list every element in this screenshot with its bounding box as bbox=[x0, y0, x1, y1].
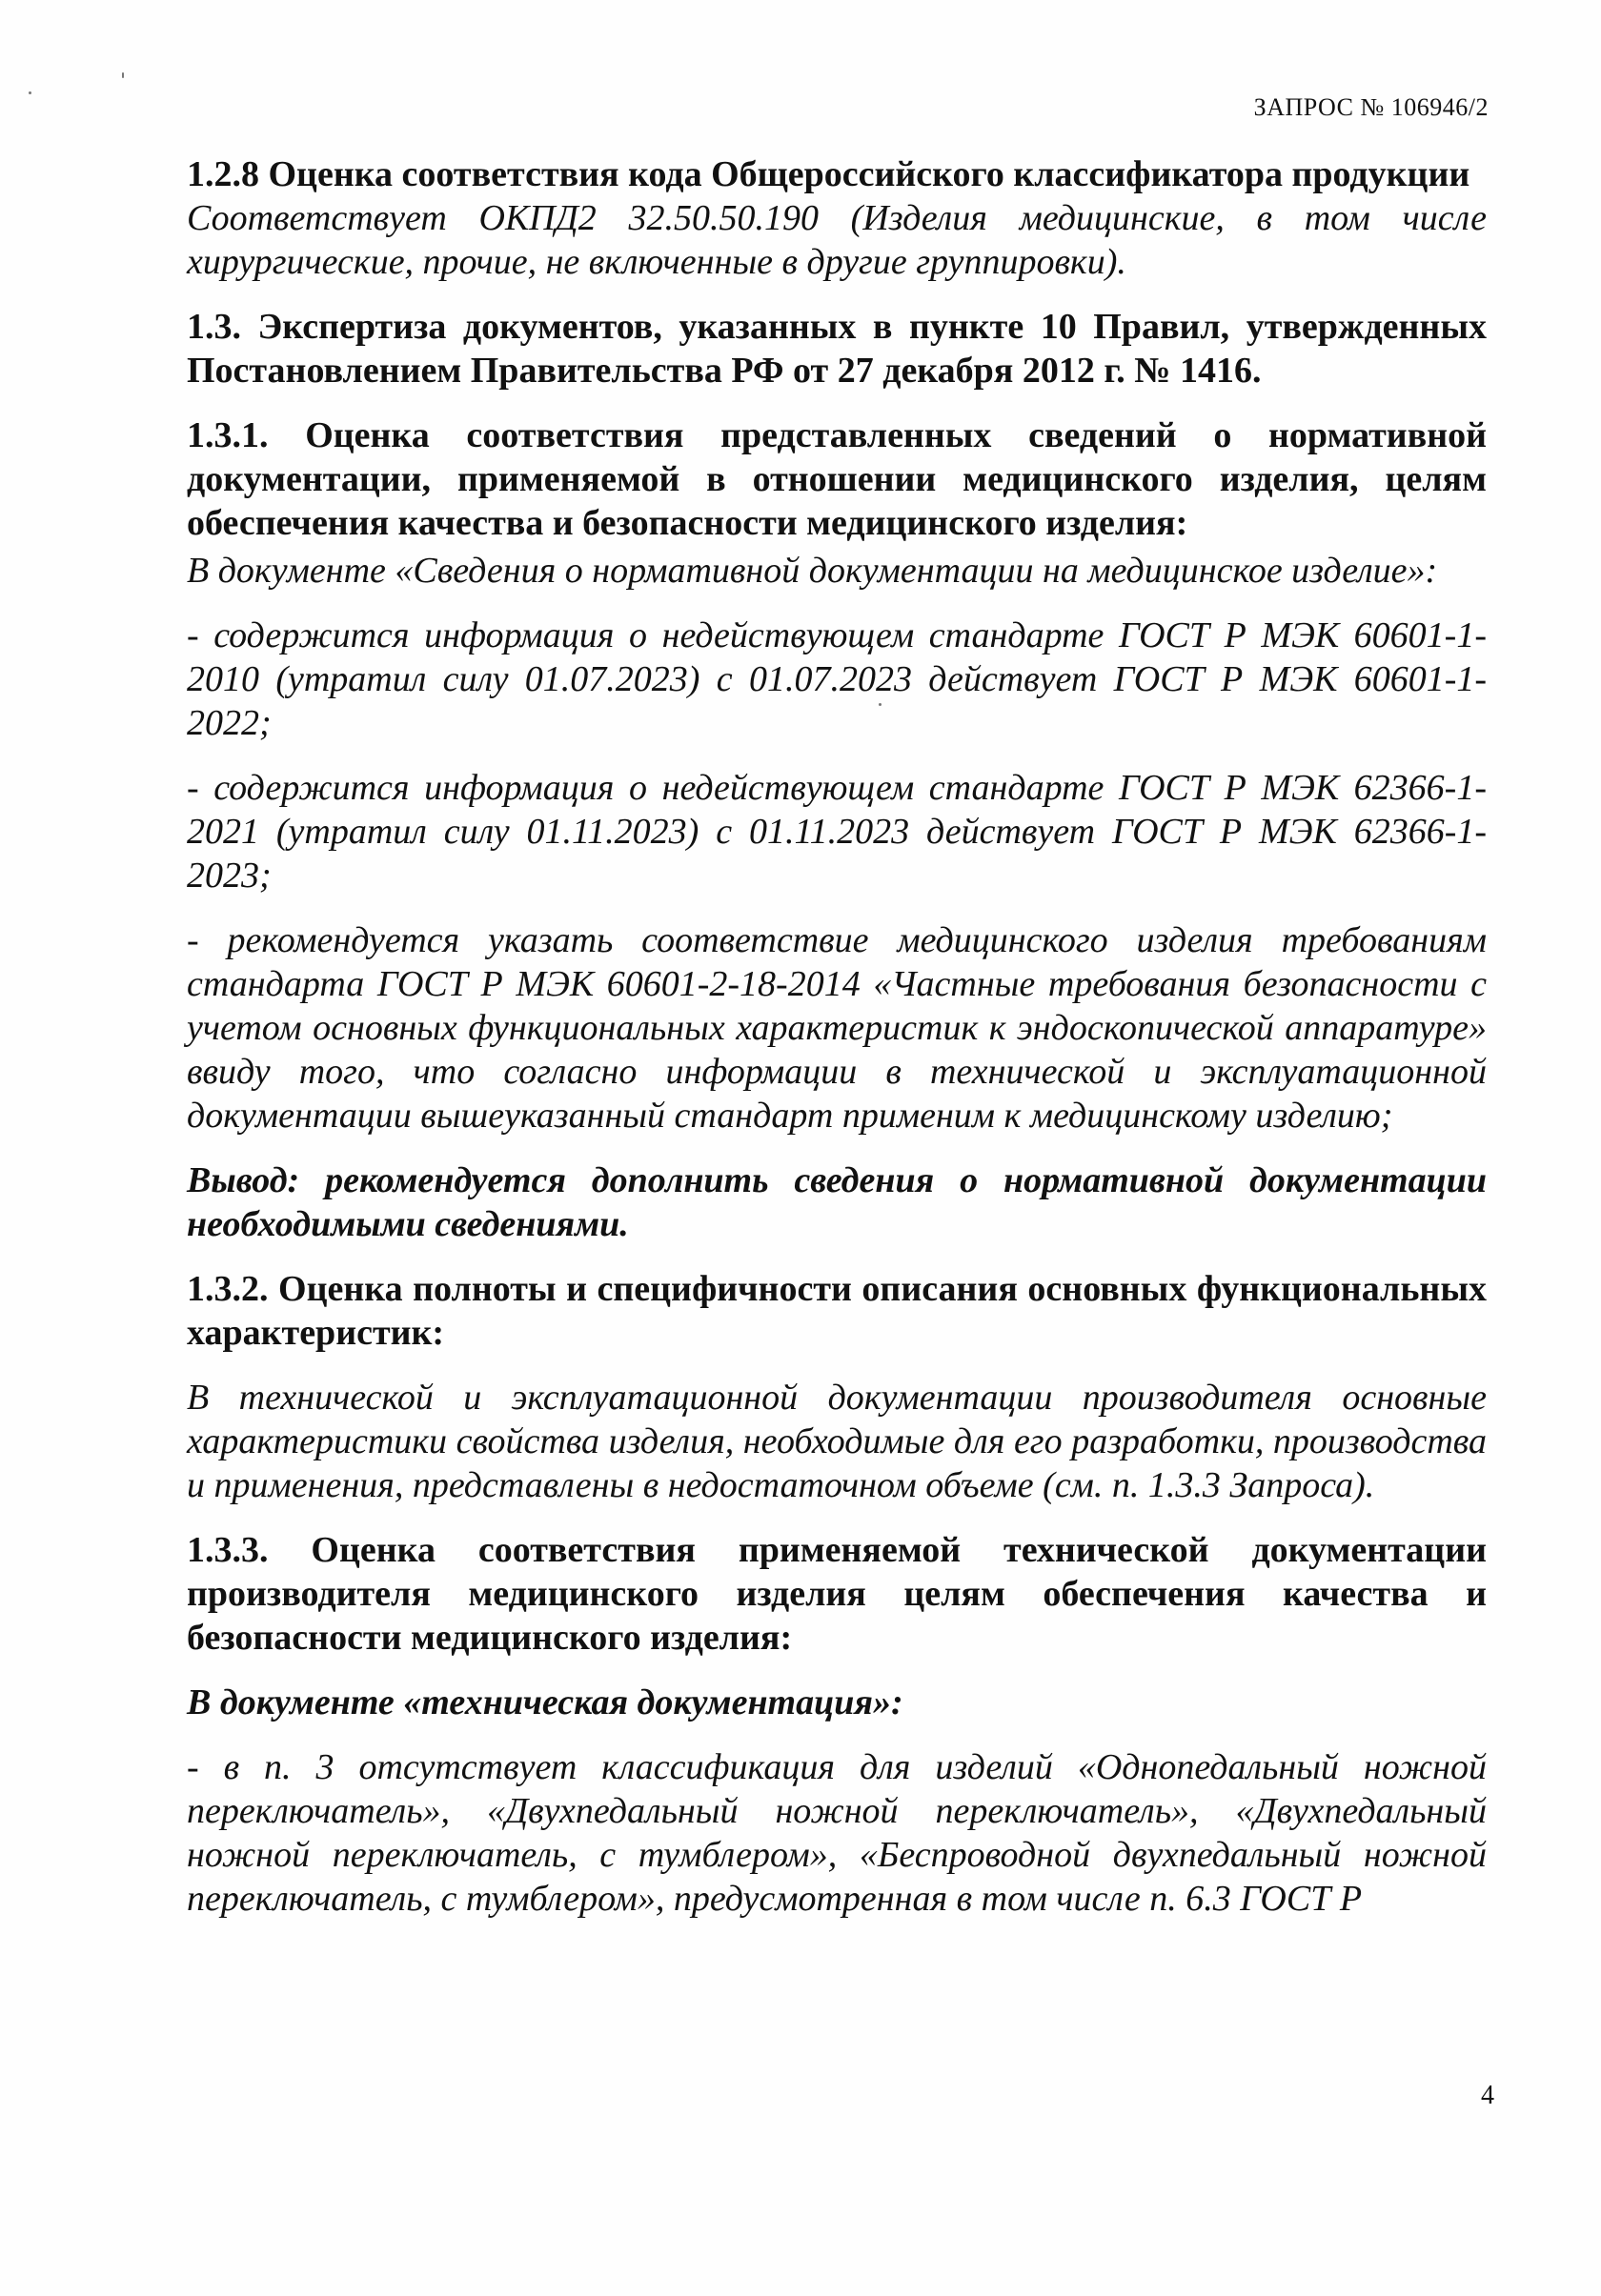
document-body bbox=[187, 152, 1487, 1921]
section-1-2-8-text: Соответствует ОКПД2 32.50.50.190 (Изделия медицинские, в том числе хирургические, прочие, не включенные в другие группировки). bbox=[187, 198, 1487, 282]
scan-speck bbox=[29, 91, 31, 94]
section-1-3-2-text: В технической и эксплуатационной документации производителя основные характеристики свойства изделия, необходимые для его разработки, производства и применения, представлены в недостаточном объеме (см. п. 1.3.3 Запроса). bbox=[187, 1378, 1487, 1505]
section-1-3-1-intro: В документе «Сведения о нормативной документации на медицинское изделие»: bbox=[187, 551, 1438, 591]
section-1-3-heading: 1.3. Экспертиза документов, указанных в пункте 10 Правил, утвержденных Постановлением Правительства РФ от 27 декабря 2012 г. № 1416. bbox=[187, 307, 1487, 391]
scan-speck bbox=[122, 72, 124, 78]
section-1-3-2-heading: 1.3.2. Оценка полноты и специфичности описания основных функциональных характеристик: bbox=[187, 1269, 1487, 1353]
section-1-3-1-heading: 1.3.1. Оценка соответствия представленных сведений о нормативной документации, применяемой в отношении медицинского изделия, целям обеспечения качества и безопасности медицинского изделия: bbox=[187, 415, 1487, 543]
section-1-3-1-item-2: - содержится информация о недействующем стандарте ГОСТ Р МЭК 62366-1-2021 (утратил силу 01.11.2023) с 01.11.2023 действует ГОСТ Р МЭК 62366-1-2023; bbox=[187, 768, 1487, 896]
page-number: 4 bbox=[1481, 2081, 1494, 2110]
section-1-3-3-heading: 1.3.3. Оценка соответствия применяемой технической документации производителя медицинского изделия целям обеспечения качества и безопасности медицинского изделия: bbox=[187, 1530, 1487, 1658]
section-1-3-3-subheading: В документе «техническая документация»: bbox=[187, 1682, 903, 1722]
section-1-3-1-conclusion: Вывод: рекомендуется дополнить сведения о нормативной документации необходимыми сведениями. bbox=[187, 1160, 1487, 1244]
section-1-3-1-item-3: - рекомендуется указать соответствие медицинского изделия требованиям стандарта ГОСТ Р МЭК 60601-2-18-2014 «Частные требования безопасности с учетом основных функциональных характеристик к эндоскопической аппаратуре» ввиду того, что согласно информации в технической и эксплуатационной документации вышеуказанный стандарт применим к медицинскому изделию; bbox=[187, 920, 1487, 1136]
section-1-2-8-heading: 1.2.8 Оценка соответствия кода Общероссийского классификатора продукции bbox=[187, 154, 1470, 194]
request-number: ЗАПРОС № 106946/2 bbox=[1253, 93, 1489, 121]
section-1-3-3-item-1: - в п. 3 отсутствует классификация для изделий «Однопедальный ножной переключатель», «Двухпедальный ножной переключатель», «Двухпедальный ножной переключатель, с тумблером», «Беспроводной двухпедальный ножной переключатель, с тумблером», предусмотренная в том числе п. 6.3 ГОСТ Р bbox=[187, 1747, 1487, 1919]
section-1-3-1-item-1: - содержится информация о недействующем стандарте ГОСТ Р МЭК 60601-1-2010 (утратил силу 01.07.2023) с 01.07.2023 действует ГОСТ Р МЭК 60601-1-2022; bbox=[187, 615, 1487, 743]
